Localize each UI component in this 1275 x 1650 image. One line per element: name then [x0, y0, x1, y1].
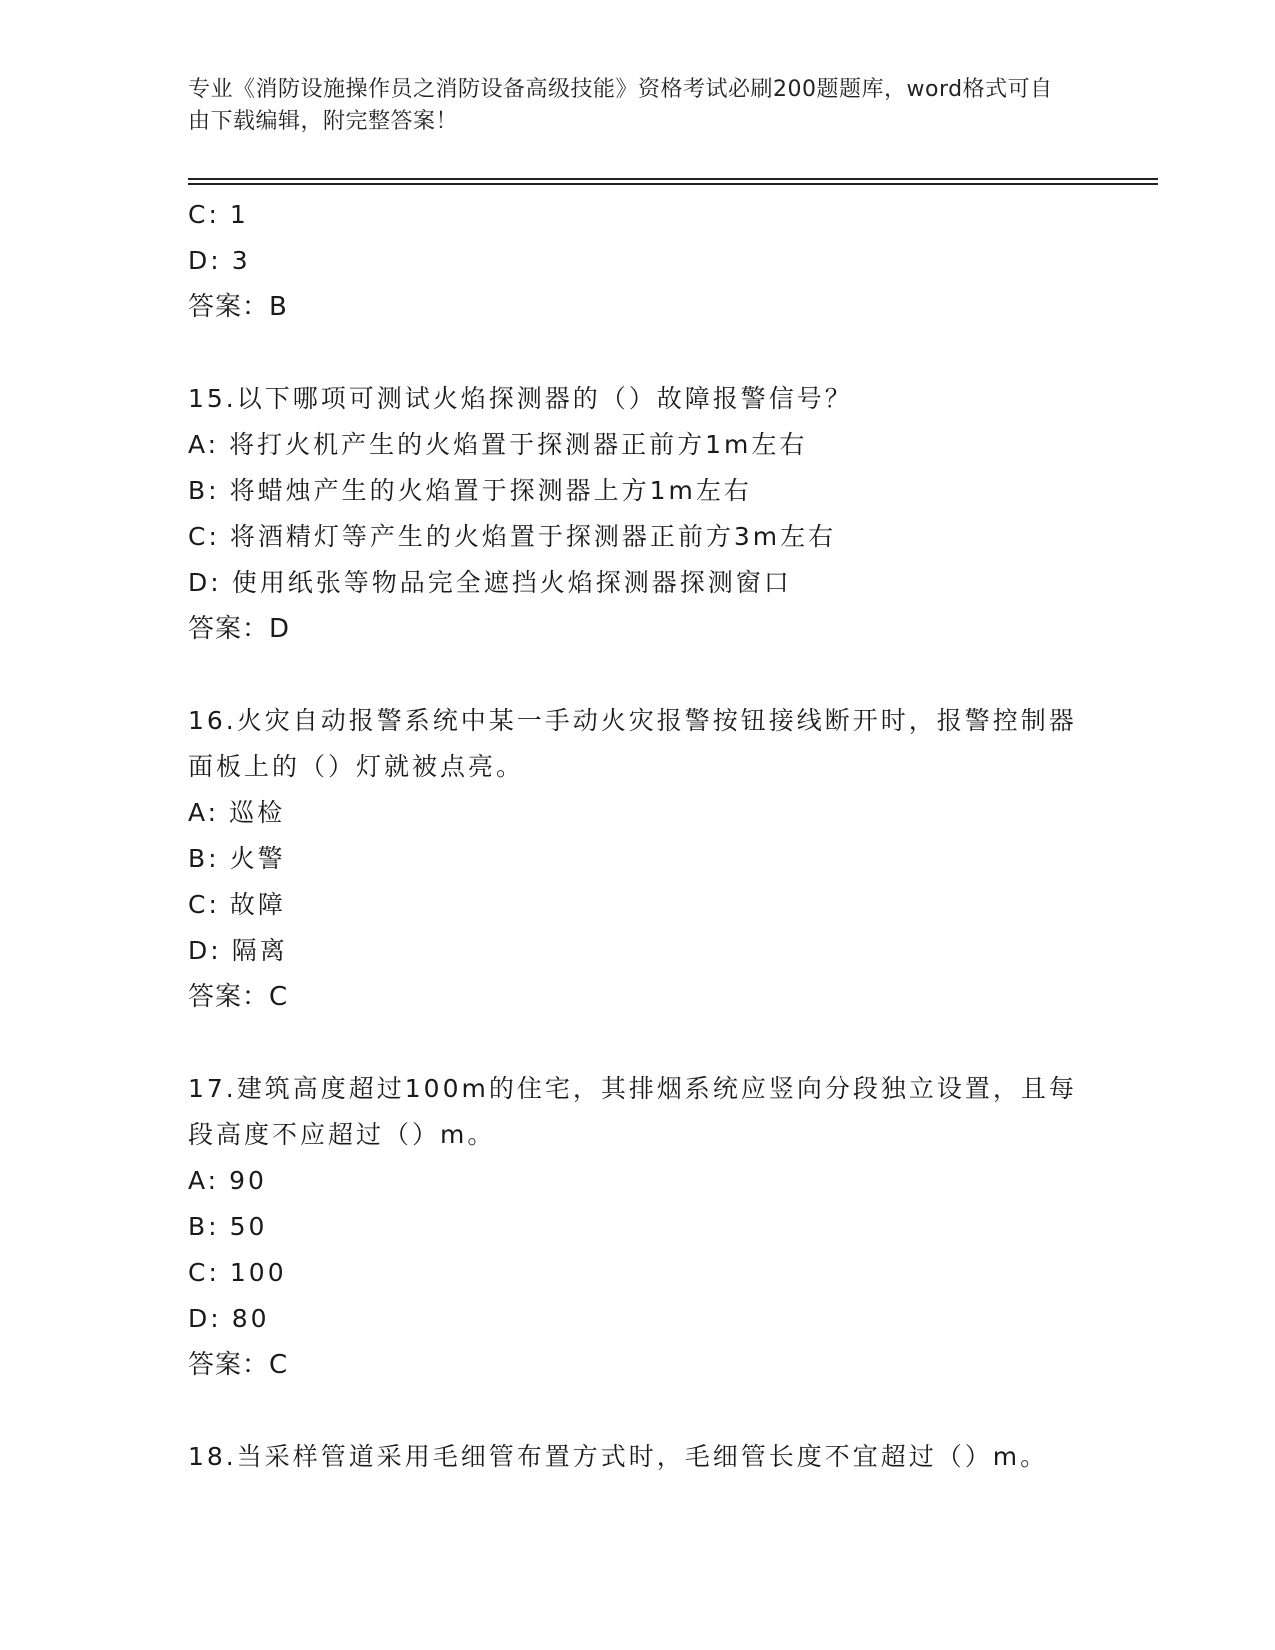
answer-line: 答案：D	[188, 614, 291, 644]
option-key: A:	[188, 1166, 220, 1195]
option-text: 将蜡烛产生的火焰置于探测器上方1m左右	[229, 476, 752, 505]
option-text: 巡检	[229, 798, 286, 827]
option-text: 1	[229, 200, 249, 229]
option-a	[188, 1158, 1088, 1204]
header-title: 专业《消防设施操作员之消防设备高级技能》资格考试必刷200题题库，word格式可自由下载编辑，附完整答案！	[188, 77, 1053, 134]
question-16	[188, 698, 1088, 1020]
question-text	[188, 376, 1088, 422]
option-key: D:	[188, 1304, 222, 1333]
option-c	[188, 514, 1088, 560]
question-18	[188, 1434, 1088, 1480]
spacer	[188, 1388, 1088, 1434]
option-text: 故障	[229, 890, 286, 919]
option-text: 隔离	[231, 936, 288, 965]
question-text	[188, 1434, 1088, 1480]
answer-line: 答案：C	[188, 1350, 289, 1380]
question-text	[188, 698, 1088, 790]
option-text: 80	[231, 1304, 270, 1333]
question-fragment	[188, 192, 1088, 330]
option-c	[188, 192, 1088, 238]
option-text: 50	[229, 1212, 268, 1241]
option-b	[188, 468, 1088, 514]
option-d	[188, 560, 1088, 606]
question-number: 18.	[188, 1442, 237, 1471]
option-key: D:	[188, 246, 222, 275]
option-key: C:	[188, 200, 220, 229]
option-key: C:	[188, 890, 220, 919]
question-number: 17.	[188, 1074, 237, 1103]
option-key: B:	[188, 844, 220, 873]
spacer	[188, 1020, 1088, 1066]
question-number: 15.	[188, 384, 237, 413]
option-text: 将打火机产生的火焰置于探测器正前方1m左右	[229, 430, 808, 459]
option-b	[188, 836, 1088, 882]
option-key: C:	[188, 1258, 220, 1287]
option-text: 90	[229, 1166, 267, 1195]
option-text: 100	[229, 1258, 287, 1287]
option-b	[188, 1204, 1088, 1250]
option-text: 火警	[229, 844, 286, 873]
option-d	[188, 238, 1088, 284]
question-stem: 以下哪项可测试火焰探测器的（）故障报警信号？	[236, 384, 853, 413]
question-text	[188, 1066, 1088, 1158]
question-17	[188, 1066, 1088, 1388]
option-key: A:	[188, 798, 220, 827]
option-text: 使用纸张等物品完全遮挡火焰探测器探测窗口	[231, 568, 792, 597]
option-key: D:	[188, 936, 222, 965]
option-key: A:	[188, 430, 220, 459]
question-list	[188, 192, 1088, 1480]
answer-line: 答案：B	[188, 292, 288, 322]
spacer	[188, 330, 1088, 376]
question-stem: 火灾自动报警系统中某一手动火灾报警按钮接线断开时，报警控制器面板上的（）灯就被点亮。	[188, 706, 1077, 781]
option-key: C:	[188, 522, 220, 551]
question-stem: 当采样管道采用毛细管布置方式时，毛细管长度不宜超过（）m。	[236, 1442, 1049, 1471]
option-key: B:	[188, 476, 220, 505]
option-key: B:	[188, 1212, 220, 1241]
header-divider-bottom	[188, 183, 1158, 185]
option-d	[188, 928, 1088, 974]
option-d	[188, 1296, 1088, 1342]
option-text: 3	[231, 246, 251, 275]
answer-line: 答案：C	[188, 982, 289, 1012]
question-15	[188, 376, 1088, 652]
question-number: 16.	[188, 706, 237, 735]
option-a	[188, 422, 1088, 468]
document-header	[188, 74, 1068, 138]
header-divider-top	[188, 178, 1158, 180]
option-key: D:	[188, 568, 222, 597]
option-a	[188, 790, 1088, 836]
question-stem: 建筑高度超过100m的住宅，其排烟系统应竖向分段独立设置，且每段高度不应超过（）m。	[188, 1074, 1077, 1149]
option-text: 将酒精灯等产生的火焰置于探测器正前方3m左右	[229, 522, 837, 551]
option-c	[188, 882, 1088, 928]
option-c	[188, 1250, 1088, 1296]
spacer	[188, 652, 1088, 698]
